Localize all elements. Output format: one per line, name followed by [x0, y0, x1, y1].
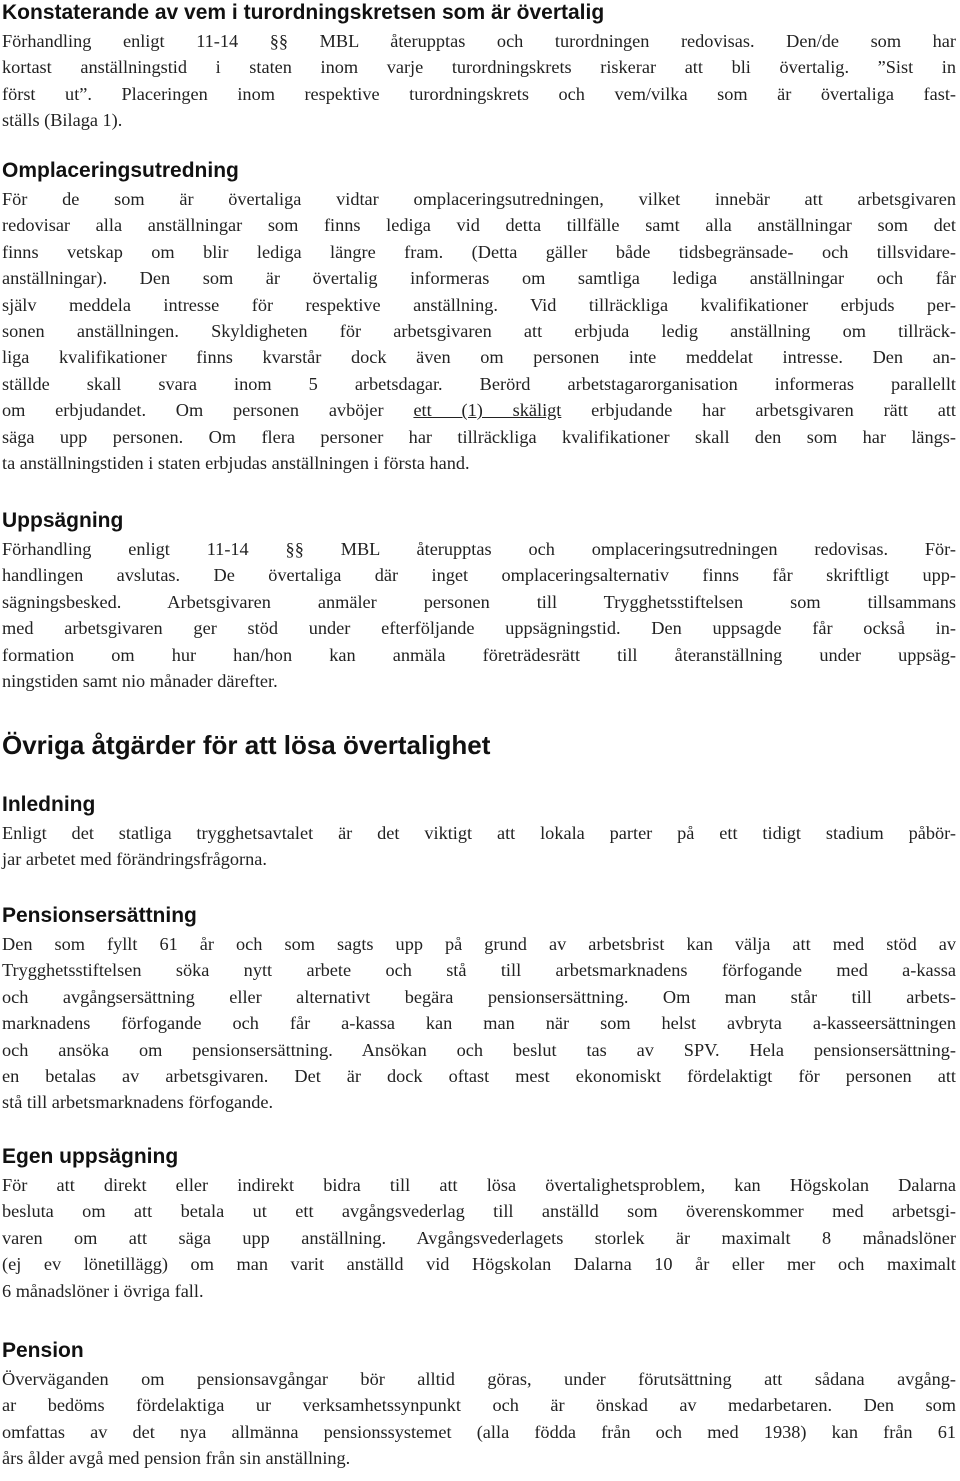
section-heading: Konstaterande av vem i turordningskretsen som är övertalig [2, 1, 605, 24]
text-line: redovisar alla anställningar som finns lediga vid detta tillfälle samt alla anställningar som det [2, 215, 956, 236]
text-line: (ej ev lönetillägg) om man varit anställd vid Högskolan Dalarna 10 år eller mer och maximalt [2, 1254, 956, 1275]
text-line: stå till arbetsmarknadens förfogande. [2, 1092, 274, 1113]
text-line: sägningsbesked. Arbetsgivaren anmäler personen till Trygghetsstiftelsen som tillsammans [2, 591, 956, 612]
main-heading-block [2, 729, 956, 761]
text-line: säga upp personen. Om flera personer har tillräckliga kvalifikationer skall den som har längs- [2, 426, 956, 447]
section-paragraph [2, 931, 956, 1116]
text-line: Trygghetsstiftelsen söka nytt arbete och stå till arbetsmarknadens förfogande med a-kassa [2, 960, 956, 981]
section-omplaceringsutredning [2, 158, 956, 476]
text-line: jar arbetet med förändringsfrågorna. [2, 849, 267, 870]
text-line: en betalas av arbetsgivaren. Det är dock oftast mest ekonomiskt fördelaktigt för personen att [2, 1066, 956, 1087]
section-paragraph [2, 28, 956, 134]
text-line: besluta om att betala ut ett avgångsvederlag till anställd som överenskommer med arbetsgi- [2, 1201, 956, 1222]
section-paragraph [2, 186, 956, 476]
section-inledning [2, 792, 956, 873]
text-line: med arbetsgivaren ger stöd under efterföljande uppsägningstid. Den uppsagde får också in- [2, 618, 956, 639]
text-segment: erbjudande har arbetsgivaren rätt att [561, 400, 957, 421]
main-heading: Övriga åtgärder för att lösa övertalighet [2, 730, 491, 760]
text-line: formation om hur han/hon kan anmäla företrädesrätt till återanställning under uppsäg- [2, 644, 956, 665]
section-heading: Pension [2, 1339, 84, 1362]
section-paragraph [2, 1172, 956, 1304]
text-line: ställde skall svara inom 5 arbetsdagar. Berörd arbetstagarorganisation informeras parallellt [2, 373, 956, 394]
section-paragraph [2, 820, 956, 873]
section-pension [2, 1338, 956, 1472]
text-line: marknadens förfogande och får a-kassa kan man när som helst avbryta a-kasseersättningen [2, 1013, 956, 1034]
text-line: Enligt det statliga trygghetsavtalet är det viktigt att lokala parter på ett tidigt stadium påbör- [2, 823, 956, 843]
text-line: finns vetskap om blir lediga längre fram. (Detta gäller både tidsbegränsade- och tillsvidare- [2, 241, 956, 262]
text-line: ställs (Bilaga 1). [2, 110, 123, 131]
text-line: själv meddela intresse för respektive anställning. Vid tillräckliga kvalifikationer erbjuds per- [2, 294, 956, 315]
text-line: och ansöka om pensionsersättning. Ansökan och beslut tas av SPV. Hela pensionsersättning- [2, 1039, 956, 1060]
text-line: För de som är övertaliga vidtar omplaceringsutredningen, vilket innebär att arbetsgivaren [2, 189, 956, 209]
text-segment: om erbjudandet. Om personen avböjer [2, 400, 414, 421]
section-heading: Inledning [2, 793, 96, 816]
text-line: sonen anställningen. Skyldigheten för arbetsgivaren att erbjuda ledig anställning om tillräck- [2, 321, 956, 342]
text-line: Förhandling enligt 11-14 §§ MBL återupptas och turordningen redovisas. Den/de som har [2, 31, 956, 51]
text-line [2, 397, 956, 423]
text-line: Förhandling enligt 11-14 §§ MBL återupptas och omplaceringsutredningen redovisas. För- [2, 539, 956, 559]
text-line: och avgångsersättning eller alternativt begära pensionsersättning. Om man står till arbets- [2, 986, 956, 1007]
section-heading: Egen uppsägning [2, 1145, 179, 1168]
text-line: Den som fyllt 61 år och som sagts upp på grund av arbetsbrist kan välja att med stöd av [2, 934, 956, 954]
text-line: omfattas av det nya allmänna pensionssystemet (alla födda från och med 1938) kan från 61 [2, 1421, 956, 1442]
section-egen-uppsagning [2, 1144, 956, 1304]
text-line: handlingen avslutas. De övertaliga där inget omplaceringsalternativ finns får skriftligt upp- [2, 565, 956, 586]
text-line: Överväganden om pensionsavgångar bör alltid göras, under förutsättning att sådana avgång- [2, 1369, 956, 1389]
underlined-phrase: ett (1) skäligt [413, 400, 562, 421]
text-line: För att direkt eller indirekt bidra till att lösa övertalighetsproblem, kan Högskolan Dalarna [2, 1175, 956, 1195]
section-heading: Pensionsersättning [2, 904, 197, 927]
text-line: ningstiden samt nio månader därefter. [2, 671, 278, 692]
section-paragraph [2, 536, 956, 694]
text-line: 6 månadslöner i övriga fall. [2, 1280, 204, 1301]
section-heading: Omplaceringsutredning [2, 159, 239, 182]
text-line: liga kvalifikationer finns kvarstår dock även om personen inte meddelat intresse. Den an- [2, 347, 956, 368]
section-konstaterande [2, 0, 956, 134]
text-line: kortast anställningstid i staten inom varje turordningskrets riskerar att bli övertalig. ”Sist in [2, 57, 956, 78]
text-line: års ålder avgå med pension från sin anställning. [2, 1448, 351, 1469]
text-line: först ut”. Placeringen inom respektive turordningskrets och vem/vilka som är övertaliga fast- [2, 83, 956, 104]
section-heading: Uppsägning [2, 509, 124, 532]
text-line: ta anställningstiden i staten erbjudas anställningen i första hand. [2, 453, 470, 474]
text-line: anställningar). Den som är övertalig informeras om samtliga lediga anställningar och får [2, 268, 956, 289]
section-paragraph [2, 1366, 956, 1472]
section-uppsagning [2, 508, 956, 694]
section-pensionsersattning [2, 903, 956, 1116]
text-line: ar bedöms fördelaktiga ur verksamhetssynpunkt och är önskad av medarbetaren. Den som [2, 1395, 956, 1416]
text-line: varen om att säga upp anställning. Avgångsvederlagets storlek är maximalt 8 månadslöner [2, 1227, 956, 1248]
